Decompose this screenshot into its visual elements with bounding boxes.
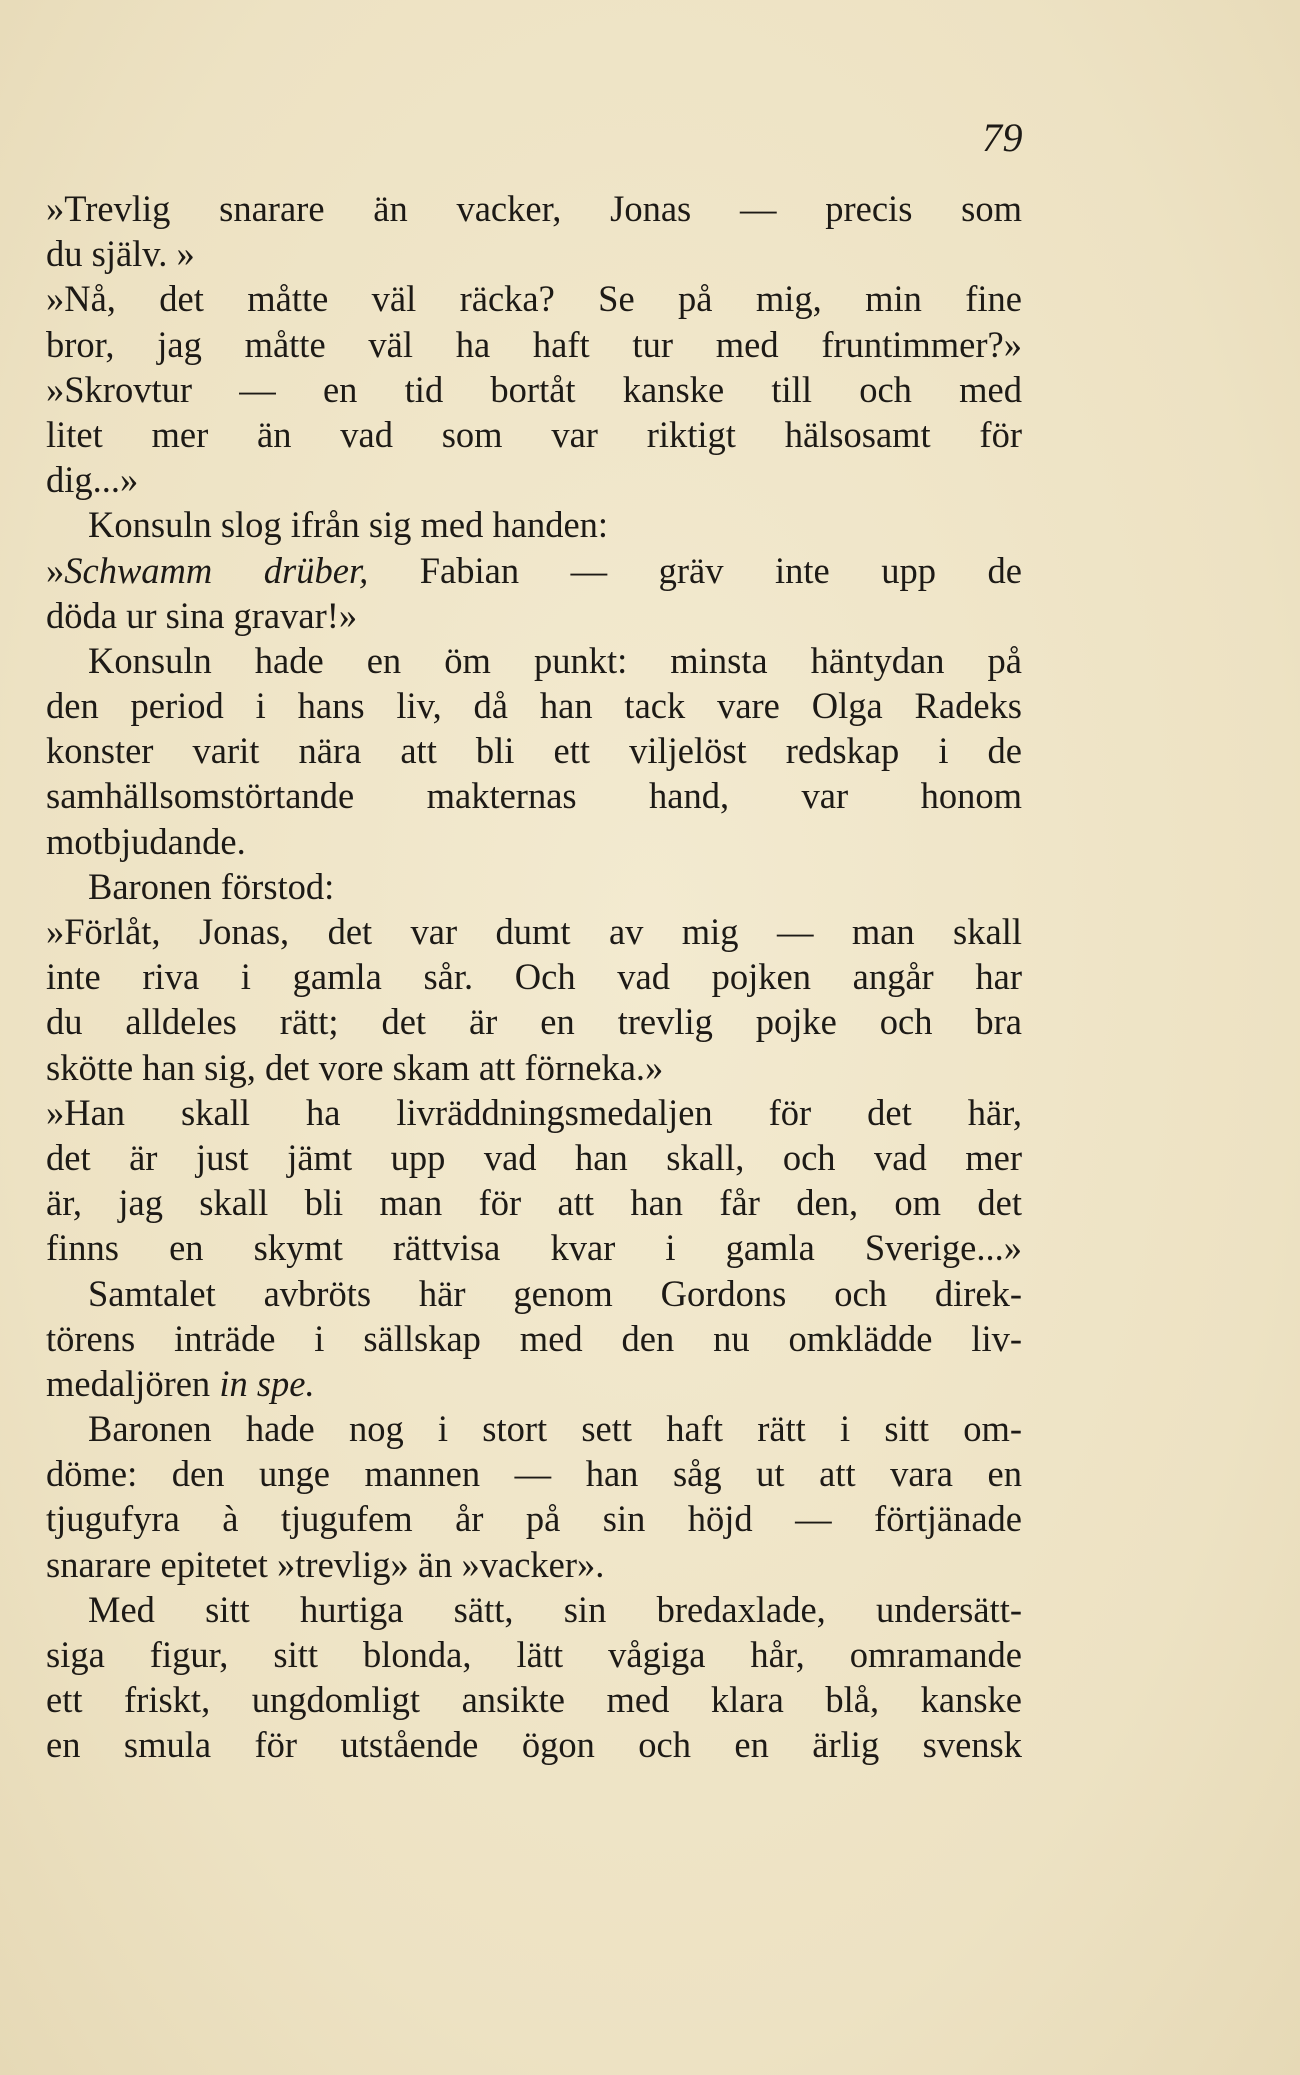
text-line: »Han skall ha livräddningsmedaljen för det här, <box>46 1091 1022 1133</box>
italic-phrase: in spe. <box>219 1362 315 1404</box>
text-line: är, jag skall bli man för att han får den, om det <box>46 1182 1022 1224</box>
text-line: bror, jag måtte väl ha haft tur med fruntimmer?» <box>46 323 1022 365</box>
text-line: siga figur, sitt blonda, lätt vågiga hår, omramande <box>46 1634 1022 1675</box>
line-start: medaljören <box>46 1362 211 1404</box>
text-line: skötte han sig, det vore skam att förneka.» <box>46 1046 664 1088</box>
text-line: Samtalet avbröts här genom Gordons och direk- <box>88 1272 1022 1314</box>
text-line: Baronen hade nog i stort sett haft rätt i sitt om- <box>88 1408 1022 1450</box>
text-line: inte riva i gamla sår. Och vad pojken angår har <box>46 956 1022 998</box>
text-line: Med sitt hurtiga sätt, sin bredaxlade, undersätt- <box>88 1588 1022 1630</box>
text-line: finns en skymt rättvisa kvar i gamla Sverige...» <box>46 1227 1022 1269</box>
text-line: Baronen förstod: <box>88 865 335 907</box>
text-line: du alldeles rätt; det är en trevlig pojke och bra <box>46 1001 1022 1043</box>
page-number: 79 <box>982 115 1023 160</box>
text-line-italic-phrase <box>46 548 1022 593</box>
text-line: »Skrovtur — en tid bortåt kanske till och med <box>46 368 1022 410</box>
text-line: motbjudande. <box>46 820 246 862</box>
text-line: tjugufyra à tjugufem år på sin höjd — förtjänade <box>46 1498 1022 1540</box>
text-line: Konsuln slog ifrån sig med handen: <box>88 504 609 546</box>
text-line: det är just jämt upp vad han skall, och vad mer <box>46 1136 1022 1178</box>
text-line: »Trevlig snarare än vacker, Jonas — precis som <box>46 188 1022 229</box>
text-line: den period i hans liv, då han tack vare Olga Radeks <box>46 685 1022 727</box>
body-text <box>46 186 1022 1768</box>
text-line: litet mer än vad som var riktigt hälsosamt för <box>46 413 1022 455</box>
italic-phrase: Schwamm drüber, <box>64 549 369 591</box>
open-quote: » <box>46 549 65 591</box>
text-line: »Nå, det måtte väl räcka? Se på mig, min fine <box>46 278 1022 320</box>
text-line: törens inträde i sällskap med den nu omklädde liv- <box>46 1317 1022 1359</box>
text-line: snarare epitetet »trevlig» än »vacker». <box>46 1543 605 1585</box>
text-line: du själv. » <box>46 233 195 275</box>
text-line: ett friskt, ungdomligt ansikte med klara blå, kanske <box>46 1679 1022 1721</box>
text-line: en smula för utstående ögon och en ärlig svensk <box>46 1724 1022 1766</box>
text-line: döda ur sina gravar!» <box>46 594 358 636</box>
text-line: döme: den unge mannen — han såg ut att vara en <box>46 1453 1022 1495</box>
phrase-rest: Fabian — gräv inte upp de <box>368 549 1022 591</box>
text-line: »Förlåt, Jonas, det var dumt av mig — man skall <box>46 911 1022 952</box>
text-line: Konsuln hade en öm punkt: minsta häntydan på <box>88 639 1022 681</box>
text-line-italic-phrase <box>46 1361 1022 1406</box>
text-line: samhällsomstörtande makternas hand, var honom <box>46 775 1022 817</box>
text-line: dig...» <box>46 459 139 501</box>
text-line: konster varit nära att bli ett viljelöst redskap i de <box>46 730 1022 772</box>
